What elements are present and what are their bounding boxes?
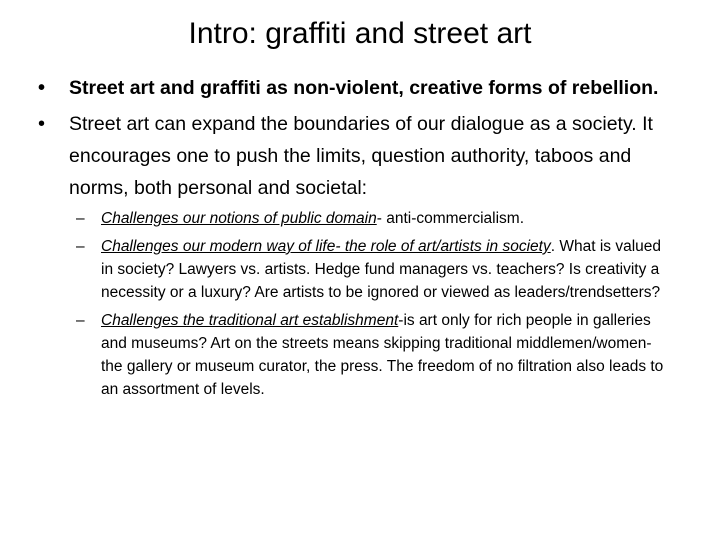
- dash-marker: –: [76, 210, 85, 227]
- sub-bullet-lead: Challenges our notions of public domain: [101, 210, 377, 227]
- bullet-text: Street art and graffiti as non-violent, creative forms of rebellion.: [69, 77, 659, 99]
- sub-bullet-lead: Challenges our modern way of life- the role of art/artists in society: [101, 238, 551, 255]
- sub-bullet-lead: Challenges the traditional art establishment: [101, 312, 399, 329]
- bullet-marker: •: [38, 77, 46, 99]
- sub-bullet-separator: .: [550, 238, 560, 255]
- dash-marker: –: [76, 238, 85, 255]
- dash-marker: –: [76, 312, 85, 329]
- sub-bullet-list: [69, 207, 690, 401]
- sub-bullet-separator: -: [398, 312, 404, 329]
- bullet-item: [0, 72, 720, 104]
- sub-bullet-separator: -: [376, 210, 387, 227]
- sub-bullet-text: What is valued in society? Lawyers vs. artists. Hedge fund managers vs. teachers? Is creativity a necessity or a luxury? Are artists to be ignored or viewed as leaders/trendsetters?: [101, 238, 662, 301]
- sub-bullet-item: [0, 207, 690, 230]
- sub-bullet-text: anti-commercialism.: [386, 210, 525, 227]
- bullet-list: [0, 72, 720, 406]
- sub-bullet-text: is art only for rich people in galleries and museums? Art on the streets means skipping traditional middlemen/women- the gallery or museum curator, the press. The freedom of no filtration also leads to an assortment of levels.: [101, 312, 664, 398]
- slide-title: Intro: graffiti and street art: [188, 17, 532, 50]
- bullet-marker: •: [38, 113, 46, 135]
- bullet-text: Street art can expand the boundaries of our dialogue as a society. It encourages one to push the limits, question authority, taboos and norms, both personal and societal:: [69, 113, 653, 199]
- sub-bullet-item: [0, 309, 690, 401]
- bullet-item: [0, 108, 720, 401]
- sub-bullet-item: [0, 235, 690, 304]
